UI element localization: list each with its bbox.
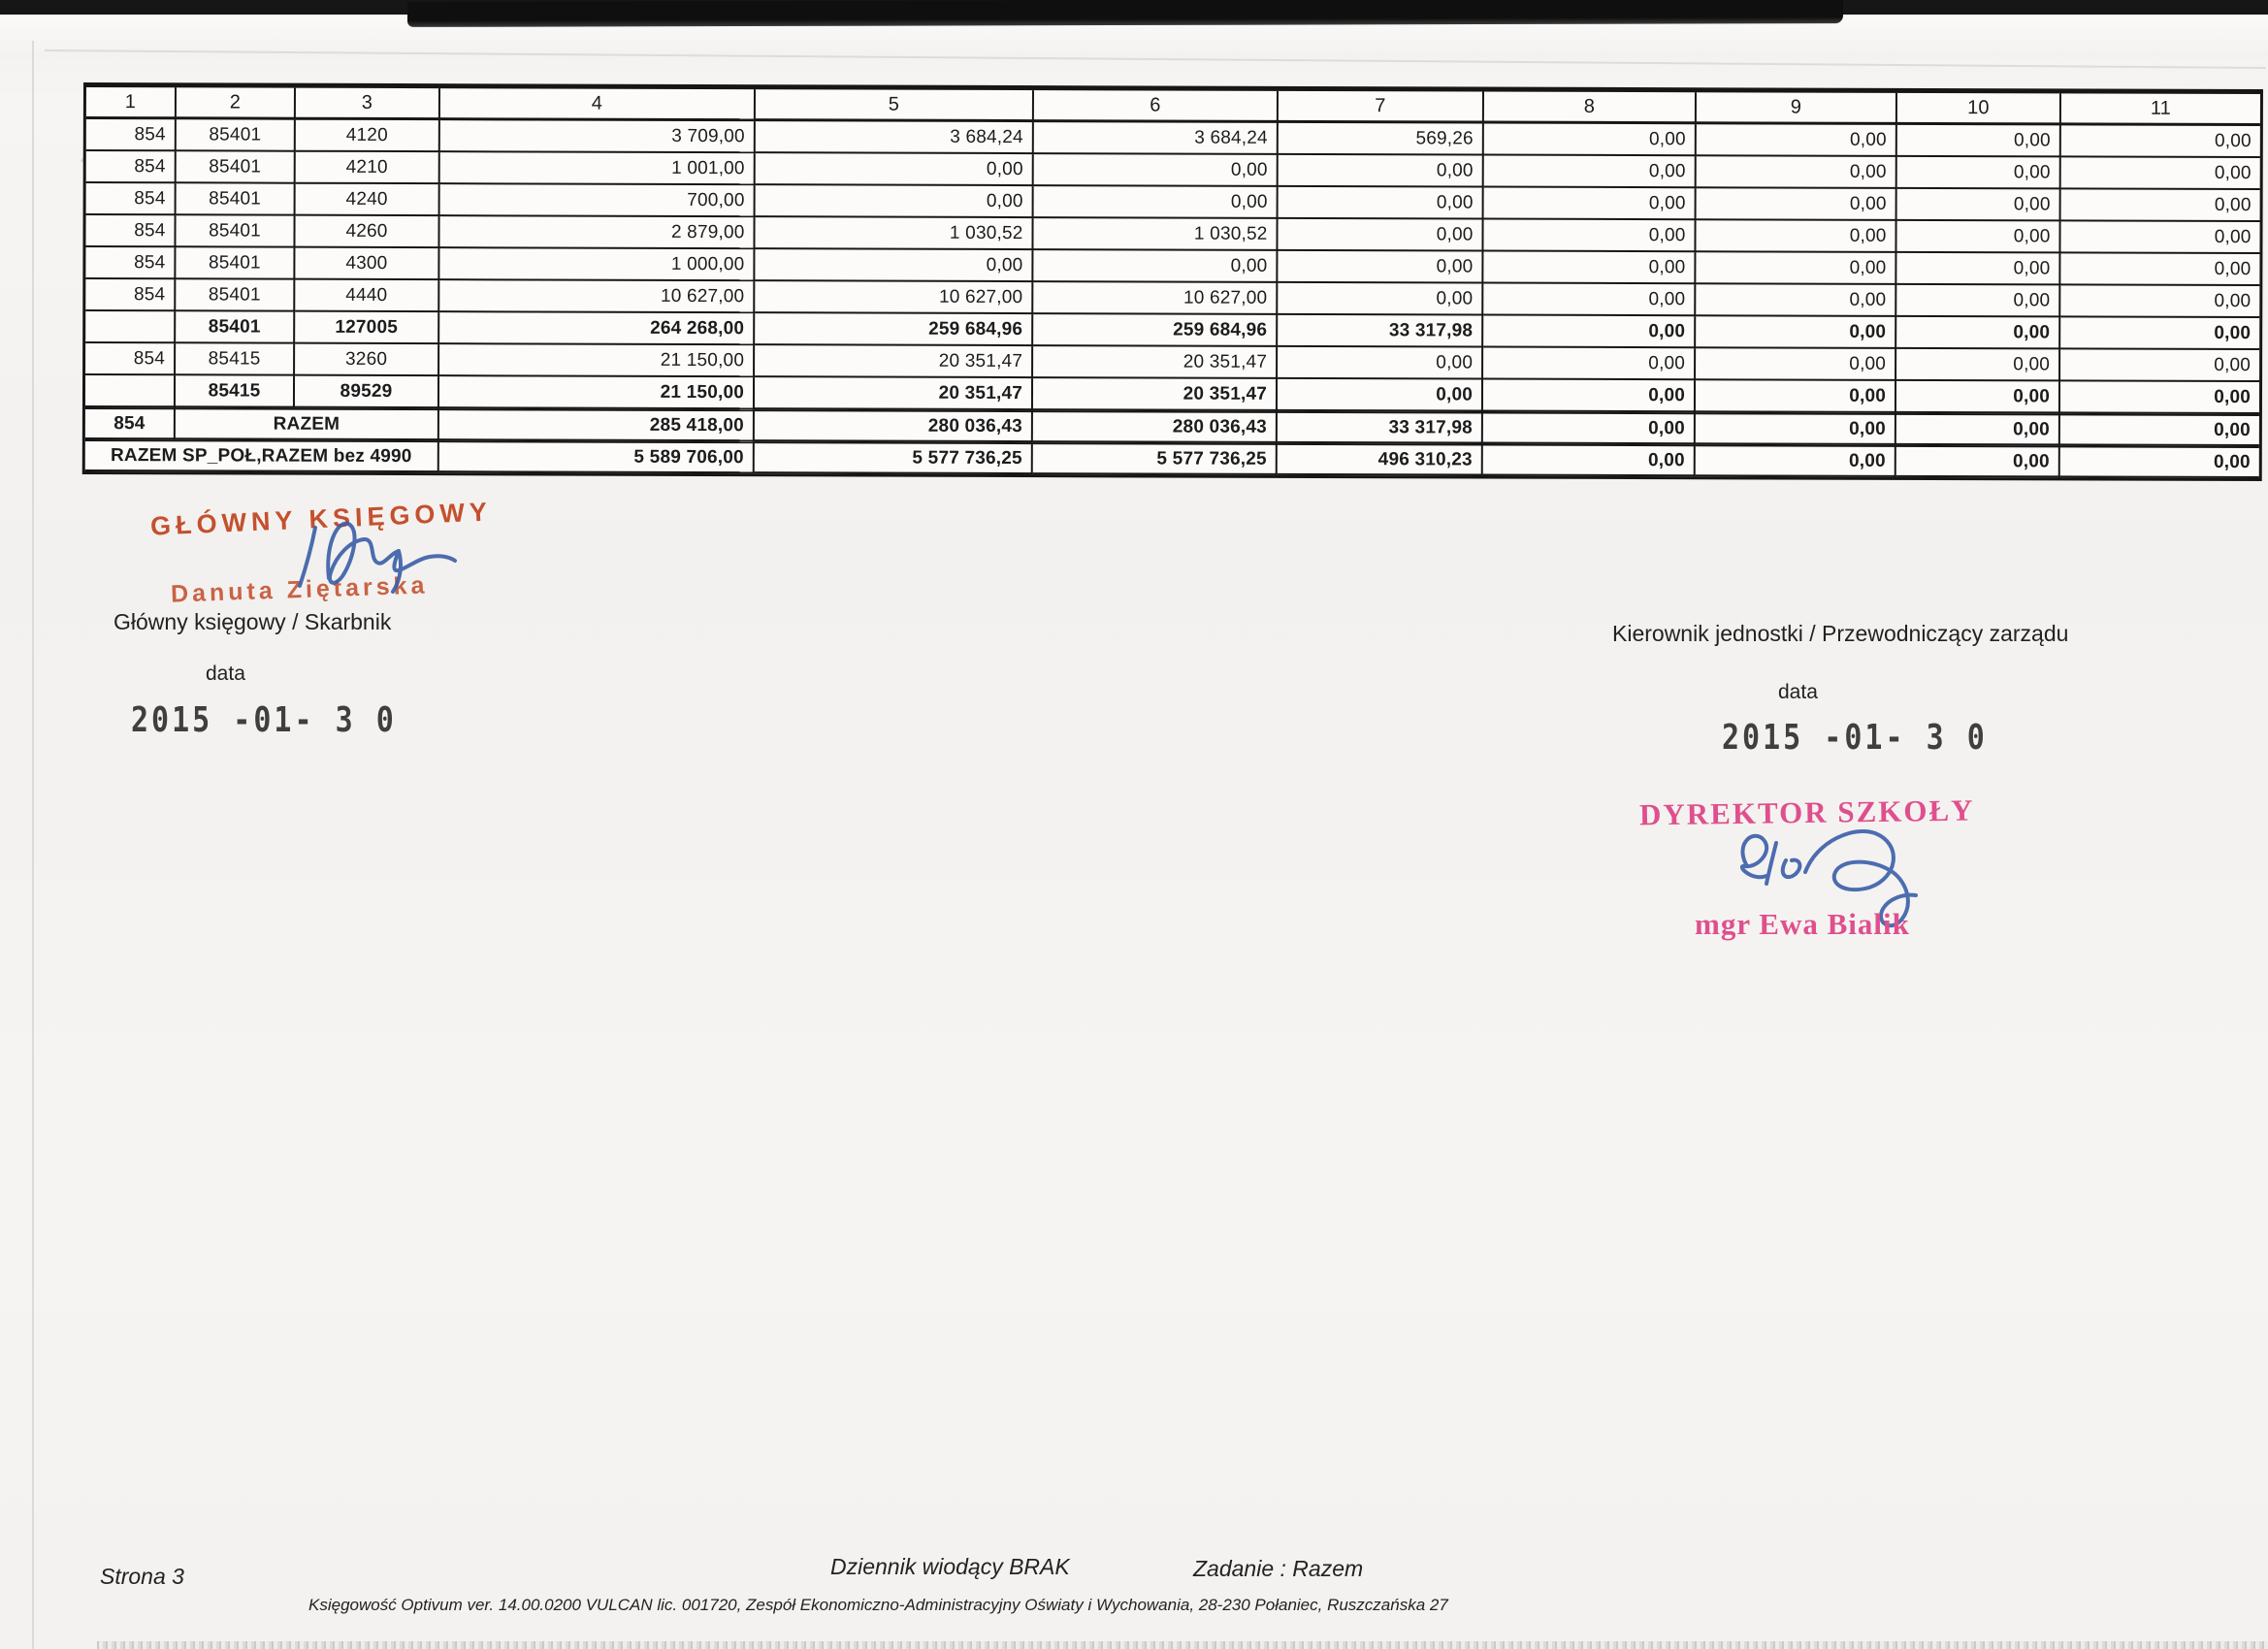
table-cell: 33 317,98 (1278, 315, 1483, 348)
table-cell: 10 627,00 (439, 280, 755, 313)
table-cell: 127005 (295, 312, 439, 344)
table-cell: 496 310,23 (1278, 443, 1483, 476)
table-cell: 0,00 (1696, 284, 1896, 317)
table-cell: 0,00 (1278, 251, 1483, 284)
table-cell: 0,00 (1896, 445, 2060, 478)
table-cell: 85401 (177, 183, 296, 215)
table-cell: 0,00 (1697, 124, 1897, 157)
table-cell: 285 418,00 (439, 408, 755, 441)
table-cell: 854 (85, 343, 176, 375)
scan-bottom-texture (97, 1641, 2268, 1649)
column-header: 11 (2061, 93, 2260, 126)
table-cell: 0,00 (2061, 189, 2260, 222)
table-cell: 0,00 (2060, 413, 2259, 446)
table-cell: 0,00 (1896, 349, 2060, 382)
table-cell (85, 375, 176, 407)
table-cell: 20 351,47 (755, 377, 1033, 410)
director-stamp-title: DYREKTOR SZKOŁY (1638, 792, 1975, 832)
table-cell: 0,00 (1483, 252, 1696, 285)
date-label-right: data (1778, 681, 1818, 703)
table-cell: 0,00 (755, 249, 1033, 282)
date-label-left: data (206, 663, 245, 685)
table-cell: 259 684,96 (755, 313, 1033, 346)
table-cell: 0,00 (756, 153, 1034, 186)
table-cell: 3 684,24 (1034, 122, 1279, 155)
table-cell: 4300 (295, 248, 439, 280)
table-cell: 0,00 (2060, 317, 2259, 350)
table-cell: 0,00 (1896, 285, 2060, 318)
table-cell: 3 684,24 (756, 121, 1034, 154)
table-cell: 0,00 (2060, 381, 2259, 414)
table-cell: 33 317,98 (1278, 411, 1483, 444)
table-cell: 0,00 (1484, 188, 1697, 221)
table-cell: 0,00 (2060, 285, 2259, 318)
table-cell: 10 627,00 (755, 281, 1033, 314)
table-cell: 264 268,00 (439, 312, 755, 345)
table-cell: 4260 (295, 216, 439, 248)
table-cell: 0,00 (1483, 284, 1696, 317)
footer-app-info: Księgowość Optivum ver. 14.00.0200 VULCAN lic. 001720, Zespół Ekonomiczno-Administracyjny Oświaty i Wychowania, 28-230 Połaniec, Ruszczańska 27 (308, 1596, 1448, 1614)
column-header: 2 (177, 87, 296, 119)
table-cell: 0,00 (1696, 220, 1896, 253)
table-cell: RAZEM (176, 407, 439, 440)
table-cell: 280 036,43 (755, 409, 1033, 442)
table-cell: 21 150,00 (439, 376, 755, 409)
table-cell: 0,00 (1896, 253, 2060, 286)
table-cell: 700,00 (440, 184, 756, 217)
table-cell: 0,00 (1483, 412, 1696, 445)
table-cell: 0,00 (2060, 221, 2259, 254)
table-cell: 854 (85, 407, 176, 439)
table-cell: 0,00 (1483, 348, 1696, 381)
table-cell: 0,00 (1033, 250, 1278, 283)
table-cell: 0,00 (1696, 316, 1896, 349)
table-cell: 89529 (295, 376, 439, 408)
table-cell: 0,00 (1484, 156, 1697, 189)
column-header: 4 (440, 88, 756, 121)
footer-page-number: Strona 3 (100, 1564, 184, 1589)
table-cell: 85415 (176, 375, 295, 407)
table-cell: 5 589 706,00 (439, 440, 755, 473)
column-header: 9 (1697, 92, 1897, 125)
director-stamp-name: mgr Ewa Bialik (1695, 907, 1910, 941)
table-cell: 854 (85, 247, 176, 279)
table-cell: 85401 (177, 151, 296, 183)
table-cell: 0,00 (1896, 317, 2060, 350)
table-cell: 0,00 (1896, 221, 2060, 254)
table-cell: 0,00 (1034, 154, 1279, 187)
role-label-right: Kierownik jednostki / Przewodniczący zarządu (1612, 621, 2069, 646)
table-cell: 0,00 (1278, 219, 1483, 252)
table-cell: 0,00 (1696, 444, 1896, 477)
table-cell: 854 (85, 279, 176, 311)
table-cell: 0,00 (1697, 188, 1897, 221)
table-cell: 85401 (176, 247, 295, 279)
table-cell: 1 030,52 (755, 217, 1033, 250)
table-cell: 85401 (176, 311, 295, 343)
table-cell: 854 (86, 119, 177, 151)
table-cell: 1 000,00 (439, 248, 755, 281)
table-cell: 0,00 (1483, 316, 1696, 349)
table-cell: 0,00 (1279, 155, 1484, 188)
scanner-top-bar-thick (407, 0, 1843, 27)
table-cell: 259 684,96 (1033, 314, 1278, 347)
column-header: 7 (1279, 91, 1484, 124)
column-header: 5 (756, 89, 1034, 122)
footer-task: Zadanie : Razem (1193, 1556, 1364, 1581)
table-cell: 85401 (176, 215, 295, 247)
table-cell: 280 036,43 (1033, 410, 1278, 443)
table-cell: 0,00 (1697, 156, 1897, 189)
column-header: 3 (296, 88, 440, 120)
chief-accountant-stamp-name: Danuta Ziętarska (170, 571, 429, 608)
table-cell: 85401 (176, 279, 295, 311)
table-cell: 4120 (296, 120, 440, 152)
table-cell: 2 879,00 (439, 216, 755, 249)
table-cell: 0,00 (2060, 253, 2259, 286)
chief-accountant-signature-scribble (286, 514, 466, 601)
table-cell: 4210 (296, 152, 440, 184)
table-cell: 0,00 (1696, 412, 1896, 445)
budget-table (82, 82, 2263, 481)
table-cell: 21 150,00 (439, 344, 755, 377)
table-cell: 1 001,00 (440, 152, 756, 185)
column-header: 6 (1034, 90, 1279, 123)
table-cell: 0,00 (1278, 347, 1483, 380)
table-cell: 3 709,00 (440, 120, 756, 153)
table-cell: 3260 (295, 344, 439, 376)
table-cell: 0,00 (1896, 381, 2060, 414)
table-cell: 1 030,52 (1033, 218, 1278, 251)
table-cell: 0,00 (2061, 125, 2260, 158)
table-cell: 20 351,47 (1033, 346, 1278, 379)
chief-accountant-stamp-title: GŁÓWNY KSIĘGOWY (149, 497, 493, 541)
table-cell: 0,00 (2060, 349, 2259, 382)
footer-journal: Dziennik wiodący BRAK (830, 1554, 1070, 1579)
role-label-left: Główny księgowy / Skarbnik (113, 609, 392, 634)
table-cell: 0,00 (1897, 189, 2061, 222)
table-cell: 854 (85, 215, 176, 247)
table-cell: 0,00 (1696, 252, 1896, 285)
table-cell: 5 577 736,25 (755, 441, 1033, 474)
table-cell (85, 311, 176, 343)
column-header: 10 (1897, 93, 2061, 126)
table-cell: RAZEM SP_POŁ,RAZEM bez 4990 (85, 439, 439, 472)
paper-left-edge (32, 41, 34, 1649)
table-cell: 0,00 (1034, 186, 1279, 219)
table-cell: 4440 (295, 280, 439, 312)
table-cell: 0,00 (1278, 283, 1483, 316)
table-cell: 10 627,00 (1033, 282, 1278, 315)
table-cell: 0,00 (1896, 413, 2060, 446)
column-header: 1 (86, 87, 177, 119)
table-cell: 854 (86, 151, 177, 183)
date-stamp-left: 2015 -01- 3 0 (131, 700, 397, 741)
table-cell: 0,00 (756, 185, 1034, 218)
table-cell: 85415 (176, 343, 295, 375)
table-cell: 0,00 (1483, 444, 1696, 477)
table-cell: 4240 (296, 184, 440, 216)
table-cell: 569,26 (1279, 123, 1484, 156)
table-cell: 0,00 (2061, 157, 2260, 190)
table-cell: 0,00 (1278, 379, 1483, 412)
table-cell: 85401 (177, 119, 296, 151)
table-cell: 20 351,47 (755, 345, 1033, 378)
table-cell: 0,00 (2060, 445, 2259, 478)
table-cell: 0,00 (1696, 348, 1896, 381)
table-cell: 0,00 (1279, 187, 1484, 220)
table-cell: 0,00 (1484, 124, 1697, 157)
table-cell: 0,00 (1483, 220, 1696, 253)
table-cell: 0,00 (1483, 380, 1696, 413)
column-header: 8 (1484, 92, 1697, 125)
date-stamp-right: 2015 -01- 3 0 (1722, 718, 1988, 759)
table-row (85, 439, 2259, 478)
table-cell: 20 351,47 (1033, 378, 1278, 411)
table-cell: 0,00 (1897, 157, 2061, 190)
table-cell: 5 577 736,25 (1033, 442, 1278, 475)
table-cell: 854 (86, 183, 177, 215)
table-cell: 0,00 (1696, 380, 1896, 413)
table-cell: 0,00 (1897, 125, 2061, 158)
